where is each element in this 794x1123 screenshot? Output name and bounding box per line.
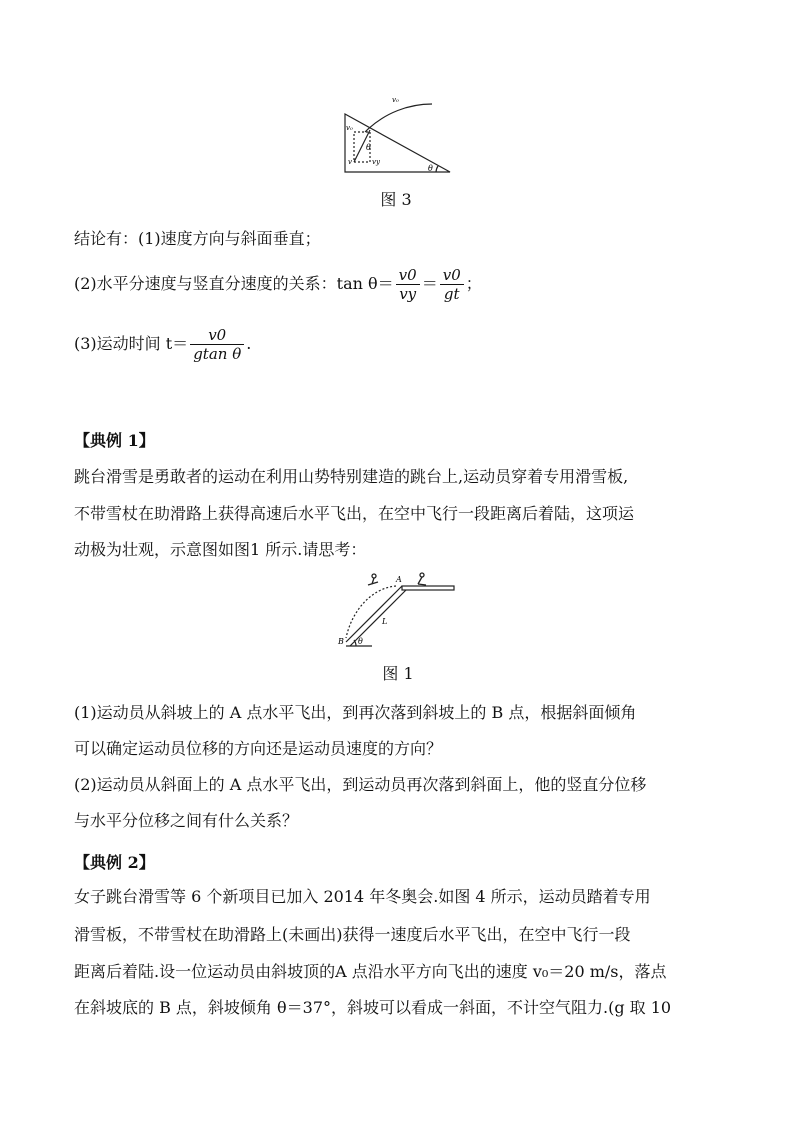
question-2-line-1: (2)运动员从斜面上的 A 点水平飞出，到运动员再次落到斜面上，他的竖直分位移	[74, 775, 647, 794]
item2-frac2-num: v0	[440, 266, 464, 285]
label-theta-mid: θ	[366, 143, 371, 152]
label-v: v	[348, 158, 352, 166]
example-1-heading: 【典例 1】	[74, 431, 155, 450]
item2-frac2-den: gt	[443, 285, 460, 303]
example-1-para-line-1: 跳台滑雪是勇敢者的运动在利用山势特别建造的跳台上,运动员穿着专用滑雪板,	[74, 467, 629, 486]
takeoff-platform	[402, 586, 454, 590]
label-b: B	[338, 637, 344, 646]
angle-arc-base	[436, 166, 438, 172]
item2-fraction-1	[396, 266, 420, 303]
label-theta: θ	[358, 637, 363, 646]
label-theta-base: θ	[428, 164, 433, 173]
example-2-heading: 【典例 2】	[74, 853, 155, 872]
item2-prefix: (2)水平分速度与竖直分速度的关系：tan θ＝	[74, 274, 394, 293]
label-v0-top: v₀	[392, 96, 399, 104]
item3-prefix: (3)运动时间 t＝	[74, 334, 189, 353]
label-v0-left: v₀	[346, 124, 353, 132]
example-2-para-line-1: 女子跳台滑雪等 6 个新项目已加入 2014 年冬奥会.如图 4 所示，运动员踏着专用	[74, 887, 651, 906]
example-2-para-line-2: 滑雪板，不带雪杖在助滑路上(未画出)获得一速度后水平飞出，在空中飞行一段	[74, 925, 631, 944]
item2-equals: ＝	[421, 274, 438, 293]
item3-frac-num: v0	[190, 326, 244, 345]
label-l: L	[382, 617, 388, 626]
item3-suffix: .	[246, 334, 252, 353]
figure-1-diagram	[332, 570, 462, 650]
conclusion-item-2	[74, 262, 482, 306]
label-vy: vy	[372, 158, 380, 166]
item3-fraction	[190, 326, 244, 363]
item2-suffix: ；	[465, 274, 482, 293]
flight-path-dashed	[346, 586, 396, 638]
skier-icon-air	[368, 574, 378, 585]
figure-3-caption: 图 3	[380, 190, 412, 209]
example-2-para-line-4: 在斜坡底的 B 点，斜坡倾角 θ＝37°，斜坡可以看成一斜面，不计空气阻力.(g 取 10	[74, 998, 672, 1017]
figure-3-diagram	[340, 92, 460, 182]
conclusion-item-3	[74, 322, 251, 366]
item2-fraction-2	[440, 266, 464, 303]
skier-icon-a	[418, 573, 426, 585]
item2-frac1-den: vy	[399, 285, 417, 303]
item3-frac-den: gtan θ	[193, 345, 242, 363]
question-2-line-2: 与水平分位移之间有什么关系？	[74, 811, 299, 830]
example-1-para-line-2: 不带雪杖在助滑路上获得高速后水平飞出，在空中飞行一段距离后着陆，这项运	[74, 504, 635, 523]
figure-1-caption: 图 1	[382, 664, 414, 683]
example-1-para-line-3: 动极为壮观，示意图如图1 所示.请思考：	[74, 540, 367, 559]
question-1-line-2: 可以确定运动员位移的方向还是运动员速度的方向？	[74, 739, 443, 758]
incline-triangle	[345, 114, 450, 172]
item2-frac1-num: v0	[396, 266, 420, 285]
trajectory-curve	[365, 104, 432, 132]
slope-line-1	[346, 586, 402, 642]
conclusion-intro: 结论有：(1)速度方向与斜面垂直；	[74, 229, 321, 248]
label-a: A	[396, 575, 402, 584]
question-1-line-1: (1)运动员从斜坡上的 A 点水平飞出，到再次落到斜坡上的 B 点，根据斜面倾角	[74, 703, 637, 722]
example-2-para-line-3: 距离后着陆.设一位运动员由斜坡顶的A 点沿水平方向飞出的速度 v₀＝20 m/s，落点	[74, 962, 667, 981]
